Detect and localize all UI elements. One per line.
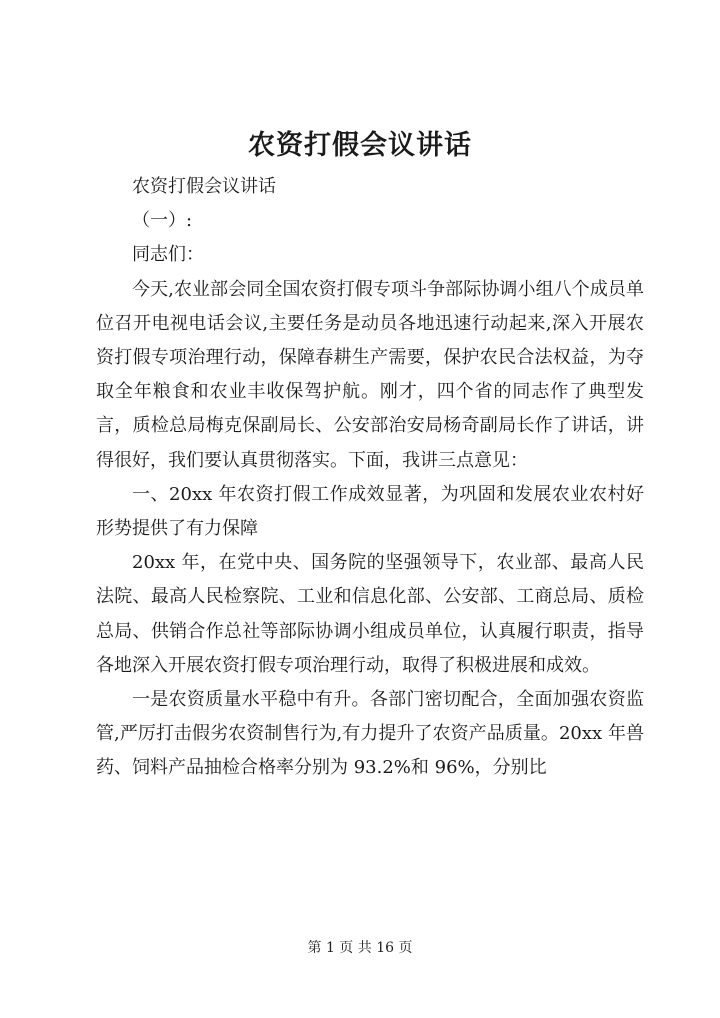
paragraph-quality: 一是农资质量水平稳中有升。各部门密切配合，全面加强农资监管,严厉打击假劣农资制售行为,有力提升了农资产品质量。20xx 年兽药、饲料产品抽检合格率分别为 93.2%和 96%，分别比: [96, 689, 644, 779]
page-footer: 第 1 页 共 16 页: [307, 940, 413, 956]
paragraph-achievements: 20xx 年，在党中央、国务院的坚强领导下，农业部、最高人民法院、最高人民检察院、工业和信息化部、公安部、工商总局、质检总局、供销合作总社等部际协调小组成员单位，认真履行职责，指导各地深入开展农资打假专项治理行动，取得了积极进展和成效。: [96, 552, 644, 676]
document-title: 农资打假会议讲话: [248, 130, 472, 161]
paragraph-heading-one: 一、20xx 年农资打假工作成效显著，为巩固和发展农业农村好形势提供了有力保障: [96, 483, 644, 540]
paragraph-subtitle: 农资打假会议讲话: [132, 176, 276, 197]
paragraph-section-marker: （一）:: [132, 210, 193, 232]
paragraph-opening: 今天,农业部会同全国农资打假专项斗争部际协调小组八个成员单位召开电视电话会议,主要任务是动员各地迅速行动起来,深入开展农资打假专项治理行动，保障春耕生产需要，保护农民合法权益，为夺取全年粮食和农业丰收保驾护航。刚才，四个省的同志作了典型发言，质检总局梅克保副局长、公安部治安局杨奇副局长作了讲话，讲得很好，我们要认真贯彻落实。下面，我讲三点意见：: [96, 278, 644, 471]
document-body: [96, 170, 644, 786]
paragraph-salutation: 同志们：: [132, 244, 204, 266]
